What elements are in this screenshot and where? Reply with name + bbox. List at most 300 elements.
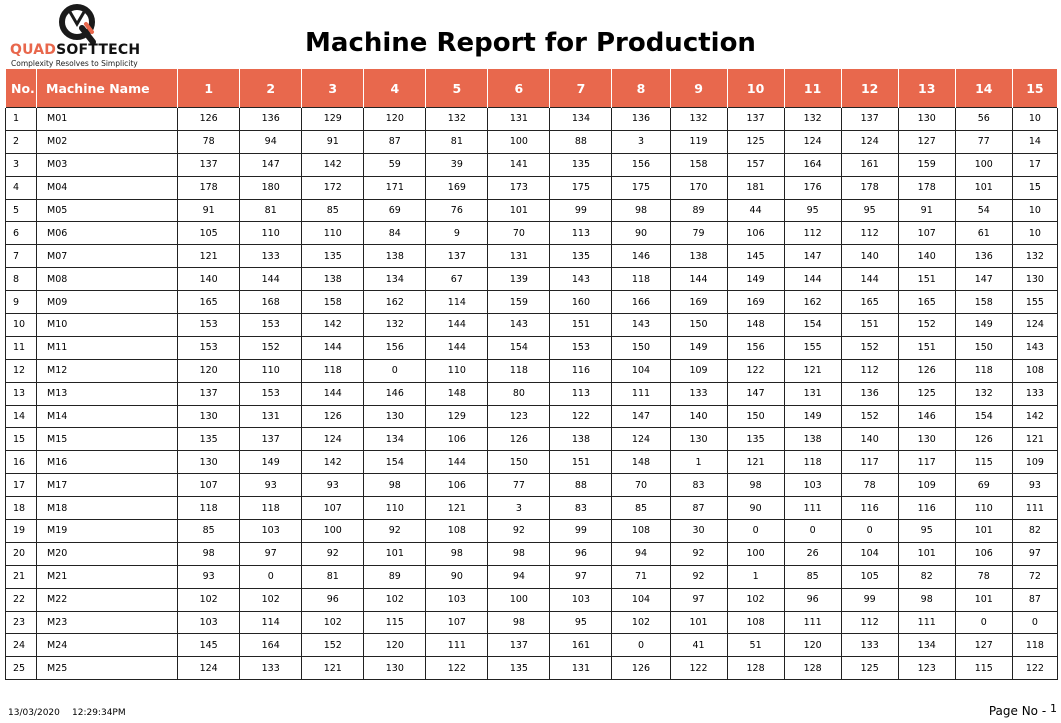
production-value-cell: 151: [898, 336, 955, 359]
table-row: [6, 657, 1058, 680]
row-number-cell: 24: [6, 634, 37, 657]
production-value-cell: 151: [550, 451, 612, 474]
production-value-cell: 135: [550, 245, 612, 268]
production-value-cell: 92: [670, 565, 727, 588]
table-row: [6, 611, 1058, 634]
production-value-cell: 92: [488, 520, 550, 543]
production-value-cell: 100: [727, 542, 784, 565]
production-value-cell: 104: [612, 588, 670, 611]
row-number-cell: 16: [6, 451, 37, 474]
production-value-cell: 101: [955, 520, 1012, 543]
machine-name-cell: M10: [37, 314, 178, 337]
production-value-cell: 111: [612, 382, 670, 405]
production-value-cell: 153: [178, 336, 240, 359]
production-value-cell: 69: [364, 199, 426, 222]
machine-name-cell: M03: [37, 153, 178, 176]
production-value-cell: 124: [178, 657, 240, 680]
production-value-cell: 98: [364, 474, 426, 497]
production-value-cell: 131: [488, 108, 550, 131]
production-value-cell: 123: [488, 405, 550, 428]
production-value-cell: 100: [955, 153, 1012, 176]
machine-name-cell: M21: [37, 565, 178, 588]
production-value-cell: 102: [364, 588, 426, 611]
production-value-cell: 118: [302, 359, 364, 382]
production-value-cell: 156: [612, 153, 670, 176]
report-title: Machine Report for Production: [305, 28, 756, 58]
production-value-cell: 149: [240, 451, 302, 474]
production-value-cell: 124: [1012, 314, 1057, 337]
production-value-cell: 146: [612, 245, 670, 268]
production-value-cell: 152: [302, 634, 364, 657]
production-value-cell: 118: [784, 451, 841, 474]
production-value-cell: 126: [488, 428, 550, 451]
production-value-cell: 148: [727, 314, 784, 337]
production-value-cell: 149: [955, 314, 1012, 337]
machine-name-cell: M07: [37, 245, 178, 268]
production-value-cell: 98: [178, 542, 240, 565]
page-number: Page No - 1: [988, 702, 1057, 718]
column-header-machine-name: Machine Name: [37, 69, 178, 108]
production-value-cell: 152: [841, 405, 898, 428]
production-value-cell: 1: [727, 565, 784, 588]
production-value-cell: 26: [784, 542, 841, 565]
production-value-cell: 115: [364, 611, 426, 634]
production-value-cell: 44: [727, 199, 784, 222]
production-value-cell: 152: [841, 336, 898, 359]
production-value-cell: 131: [550, 657, 612, 680]
production-value-cell: 106: [426, 428, 488, 451]
production-value-cell: 154: [955, 405, 1012, 428]
production-value-cell: 144: [426, 451, 488, 474]
table-row: [6, 199, 1058, 222]
production-value-cell: 98: [898, 588, 955, 611]
production-value-cell: 114: [426, 291, 488, 314]
production-value-cell: 105: [178, 222, 240, 245]
production-value-cell: 140: [841, 245, 898, 268]
production-value-cell: 137: [841, 108, 898, 131]
row-number-cell: 20: [6, 542, 37, 565]
row-number-cell: 12: [6, 359, 37, 382]
production-value-cell: 85: [178, 520, 240, 543]
production-value-cell: 121: [784, 359, 841, 382]
row-number-cell: 9: [6, 291, 37, 314]
production-value-cell: 133: [670, 382, 727, 405]
production-value-cell: 166: [612, 291, 670, 314]
machine-name-cell: M04: [37, 176, 178, 199]
production-value-cell: 87: [364, 130, 426, 153]
row-number-cell: 22: [6, 588, 37, 611]
production-value-cell: 144: [426, 314, 488, 337]
machine-name-cell: M23: [37, 611, 178, 634]
production-value-cell: 80: [488, 382, 550, 405]
production-value-cell: 154: [784, 314, 841, 337]
machine-name-cell: M01: [37, 108, 178, 131]
production-value-cell: 145: [727, 245, 784, 268]
production-value-cell: 99: [550, 199, 612, 222]
production-value-cell: 95: [784, 199, 841, 222]
production-value-cell: 115: [955, 657, 1012, 680]
production-value-cell: 124: [784, 130, 841, 153]
production-value-cell: 133: [841, 634, 898, 657]
production-value-cell: 118: [955, 359, 1012, 382]
production-value-cell: 144: [302, 336, 364, 359]
machine-name-cell: M16: [37, 451, 178, 474]
production-value-cell: 85: [612, 497, 670, 520]
machine-name-cell: M08: [37, 268, 178, 291]
print-time: 12:29:34PM: [72, 708, 126, 718]
production-value-cell: 103: [426, 588, 488, 611]
production-value-cell: 132: [364, 314, 426, 337]
production-value-cell: 135: [488, 657, 550, 680]
machine-name-cell: M02: [37, 130, 178, 153]
production-value-cell: 152: [240, 336, 302, 359]
table-row: [6, 245, 1058, 268]
row-number-cell: 25: [6, 657, 37, 680]
production-value-cell: 107: [426, 611, 488, 634]
production-value-cell: 139: [488, 268, 550, 291]
production-value-cell: 91: [898, 199, 955, 222]
production-value-cell: 102: [612, 611, 670, 634]
production-value-cell: 144: [302, 382, 364, 405]
production-value-cell: 88: [550, 130, 612, 153]
production-value-cell: 121: [1012, 428, 1057, 451]
production-value-cell: 101: [898, 542, 955, 565]
row-number-cell: 11: [6, 336, 37, 359]
brand-name: QUADSOFTTECH: [10, 42, 141, 58]
row-number-cell: 4: [6, 176, 37, 199]
production-value-cell: 113: [550, 222, 612, 245]
production-value-cell: 129: [302, 108, 364, 131]
table-row: [6, 291, 1058, 314]
table-row: [6, 474, 1058, 497]
machine-name-cell: M19: [37, 520, 178, 543]
production-value-cell: 125: [841, 657, 898, 680]
production-value-cell: 111: [1012, 497, 1057, 520]
production-value-cell: 98: [612, 199, 670, 222]
column-header-4: 4: [364, 69, 426, 108]
production-value-cell: 41: [670, 634, 727, 657]
production-value-cell: 97: [1012, 542, 1057, 565]
production-value-cell: 148: [612, 451, 670, 474]
production-value-cell: 154: [364, 451, 426, 474]
production-value-cell: 135: [550, 153, 612, 176]
production-value-cell: 151: [841, 314, 898, 337]
production-value-cell: 142: [302, 314, 364, 337]
row-number-cell: 19: [6, 520, 37, 543]
production-value-cell: 173: [488, 176, 550, 199]
production-value-cell: 10: [1012, 222, 1057, 245]
production-value-cell: 149: [784, 405, 841, 428]
production-value-cell: 130: [670, 428, 727, 451]
table-row: [6, 634, 1058, 657]
production-value-cell: 14: [1012, 130, 1057, 153]
production-value-cell: 101: [670, 611, 727, 634]
table-row: [6, 542, 1058, 565]
row-number-cell: 2: [6, 130, 37, 153]
production-value-cell: 0: [240, 565, 302, 588]
production-value-cell: 9: [426, 222, 488, 245]
table-row: [6, 588, 1058, 611]
machine-name-cell: M17: [37, 474, 178, 497]
production-value-cell: 51: [727, 634, 784, 657]
production-value-cell: 156: [727, 336, 784, 359]
production-value-cell: 144: [426, 336, 488, 359]
production-value-cell: 101: [955, 176, 1012, 199]
production-value-cell: 161: [550, 634, 612, 657]
production-value-cell: 30: [670, 520, 727, 543]
production-value-cell: 0: [364, 359, 426, 382]
production-value-cell: 1: [670, 451, 727, 474]
production-value-cell: 122: [1012, 657, 1057, 680]
production-value-cell: 130: [364, 657, 426, 680]
column-header-6: 6: [488, 69, 550, 108]
production-value-cell: 152: [898, 314, 955, 337]
production-value-cell: 70: [612, 474, 670, 497]
table-row: [6, 222, 1058, 245]
production-value-cell: 99: [841, 588, 898, 611]
production-value-cell: 143: [612, 314, 670, 337]
production-value-cell: 143: [488, 314, 550, 337]
table-row: [6, 336, 1058, 359]
production-value-cell: 72: [1012, 565, 1057, 588]
production-value-cell: 158: [955, 291, 1012, 314]
production-value-cell: 54: [955, 199, 1012, 222]
column-header-2: 2: [240, 69, 302, 108]
production-value-cell: 90: [727, 497, 784, 520]
table-row: [6, 382, 1058, 405]
production-value-cell: 108: [1012, 359, 1057, 382]
production-value-cell: 143: [550, 268, 612, 291]
table-body: [6, 108, 1058, 680]
production-value-cell: 102: [302, 611, 364, 634]
production-value-cell: 107: [178, 474, 240, 497]
row-number-cell: 6: [6, 222, 37, 245]
production-value-cell: 114: [240, 611, 302, 634]
production-value-cell: 94: [488, 565, 550, 588]
production-value-cell: 89: [364, 565, 426, 588]
production-value-cell: 96: [784, 588, 841, 611]
production-value-cell: 112: [841, 222, 898, 245]
production-value-cell: 178: [841, 176, 898, 199]
production-value-cell: 97: [550, 565, 612, 588]
row-number-cell: 7: [6, 245, 37, 268]
production-value-cell: 130: [898, 428, 955, 451]
production-value-cell: 111: [898, 611, 955, 634]
production-value-cell: 107: [898, 222, 955, 245]
production-value-cell: 100: [302, 520, 364, 543]
production-value-cell: 116: [841, 497, 898, 520]
column-header-12: 12: [841, 69, 898, 108]
production-value-cell: 132: [955, 382, 1012, 405]
production-value-cell: 110: [240, 359, 302, 382]
production-value-cell: 169: [727, 291, 784, 314]
production-value-cell: 140: [898, 245, 955, 268]
table-row: [6, 359, 1058, 382]
production-value-cell: 178: [178, 176, 240, 199]
production-value-cell: 96: [550, 542, 612, 565]
production-value-cell: 93: [1012, 474, 1057, 497]
production-value-cell: 10: [1012, 108, 1057, 131]
production-value-cell: 121: [302, 657, 364, 680]
production-value-cell: 17: [1012, 153, 1057, 176]
production-value-cell: 132: [784, 108, 841, 131]
production-value-cell: 164: [784, 153, 841, 176]
production-value-cell: 118: [178, 497, 240, 520]
production-value-cell: 99: [550, 520, 612, 543]
production-value-cell: 126: [612, 657, 670, 680]
production-value-cell: 165: [178, 291, 240, 314]
production-value-cell: 79: [670, 222, 727, 245]
production-value-cell: 102: [240, 588, 302, 611]
table-row: [6, 497, 1058, 520]
production-value-cell: 93: [178, 565, 240, 588]
production-value-cell: 82: [1012, 520, 1057, 543]
production-value-cell: 81: [426, 130, 488, 153]
production-value-cell: 87: [1012, 588, 1057, 611]
row-number-cell: 21: [6, 565, 37, 588]
production-value-cell: 154: [488, 336, 550, 359]
production-value-cell: 111: [426, 634, 488, 657]
production-value-cell: 98: [727, 474, 784, 497]
production-value-cell: 153: [550, 336, 612, 359]
production-value-cell: 137: [488, 634, 550, 657]
production-value-cell: 91: [302, 130, 364, 153]
production-value-cell: 137: [178, 153, 240, 176]
column-header-11: 11: [784, 69, 841, 108]
production-value-cell: 109: [1012, 451, 1057, 474]
production-value-cell: 110: [426, 359, 488, 382]
production-value-cell: 116: [550, 359, 612, 382]
column-header-3: 3: [302, 69, 364, 108]
production-value-cell: 161: [841, 153, 898, 176]
production-value-cell: 112: [841, 611, 898, 634]
production-value-cell: 70: [488, 222, 550, 245]
production-value-cell: 97: [240, 542, 302, 565]
production-value-cell: 151: [898, 268, 955, 291]
production-value-cell: 137: [178, 382, 240, 405]
production-value-cell: 150: [488, 451, 550, 474]
production-value-cell: 159: [898, 153, 955, 176]
production-value-cell: 146: [898, 405, 955, 428]
production-value-cell: 129: [426, 405, 488, 428]
production-value-cell: 132: [426, 108, 488, 131]
production-value-cell: 147: [240, 153, 302, 176]
production-value-cell: 83: [670, 474, 727, 497]
production-value-cell: 131: [784, 382, 841, 405]
production-value-cell: 147: [612, 405, 670, 428]
production-value-cell: 118: [240, 497, 302, 520]
production-value-cell: 137: [240, 428, 302, 451]
column-header-5: 5: [426, 69, 488, 108]
production-value-cell: 101: [955, 588, 1012, 611]
production-value-cell: 138: [784, 428, 841, 451]
production-value-cell: 160: [550, 291, 612, 314]
machine-name-cell: M13: [37, 382, 178, 405]
production-value-cell: 132: [670, 108, 727, 131]
production-table: [5, 69, 1058, 680]
row-number-cell: 3: [6, 153, 37, 176]
table-row: [6, 405, 1058, 428]
production-value-cell: 78: [955, 565, 1012, 588]
production-value-cell: 138: [670, 245, 727, 268]
production-value-cell: 77: [488, 474, 550, 497]
production-value-cell: 111: [784, 497, 841, 520]
production-value-cell: 116: [898, 497, 955, 520]
production-value-cell: 147: [727, 382, 784, 405]
production-value-cell: 109: [898, 474, 955, 497]
production-value-cell: 98: [426, 542, 488, 565]
production-value-cell: 110: [955, 497, 1012, 520]
production-value-cell: 39: [426, 153, 488, 176]
production-value-cell: 90: [426, 565, 488, 588]
production-value-cell: 150: [727, 405, 784, 428]
row-number-cell: 10: [6, 314, 37, 337]
production-value-cell: 0: [784, 520, 841, 543]
production-value-cell: 84: [364, 222, 426, 245]
production-value-cell: 130: [898, 108, 955, 131]
production-value-cell: 15: [1012, 176, 1057, 199]
production-value-cell: 118: [488, 359, 550, 382]
production-value-cell: 128: [727, 657, 784, 680]
production-value-cell: 88: [550, 474, 612, 497]
production-value-cell: 0: [841, 520, 898, 543]
machine-name-cell: M11: [37, 336, 178, 359]
column-header-13: 13: [898, 69, 955, 108]
production-value-cell: 103: [178, 611, 240, 634]
production-value-cell: 142: [302, 153, 364, 176]
table-row: [6, 176, 1058, 199]
production-value-cell: 172: [302, 176, 364, 199]
production-value-cell: 124: [841, 130, 898, 153]
production-value-cell: 101: [364, 542, 426, 565]
production-value-cell: 132: [1012, 245, 1057, 268]
production-value-cell: 175: [612, 176, 670, 199]
production-value-cell: 126: [302, 405, 364, 428]
production-value-cell: 171: [364, 176, 426, 199]
production-value-cell: 103: [784, 474, 841, 497]
production-value-cell: 136: [955, 245, 1012, 268]
production-value-cell: 134: [550, 108, 612, 131]
production-value-cell: 91: [178, 199, 240, 222]
brand-tagline: Complexity Resolves to Simplicity: [11, 59, 138, 68]
production-value-cell: 90: [612, 222, 670, 245]
production-value-cell: 151: [550, 314, 612, 337]
production-value-cell: 169: [670, 291, 727, 314]
production-value-cell: 150: [955, 336, 1012, 359]
production-value-cell: 71: [612, 565, 670, 588]
production-value-cell: 180: [240, 176, 302, 199]
production-value-cell: 170: [670, 176, 727, 199]
table-row: [6, 520, 1058, 543]
production-value-cell: 164: [240, 634, 302, 657]
production-value-cell: 145: [178, 634, 240, 657]
machine-name-cell: M24: [37, 634, 178, 657]
production-value-cell: 122: [670, 657, 727, 680]
production-value-cell: 147: [955, 268, 1012, 291]
table-row: [6, 108, 1058, 131]
production-value-cell: 131: [488, 245, 550, 268]
production-value-cell: 131: [240, 405, 302, 428]
production-value-cell: 127: [898, 130, 955, 153]
production-value-cell: 0: [612, 634, 670, 657]
production-value-cell: 157: [727, 153, 784, 176]
production-value-cell: 108: [612, 520, 670, 543]
production-value-cell: 120: [178, 359, 240, 382]
production-value-cell: 153: [240, 382, 302, 405]
production-value-cell: 142: [1012, 405, 1057, 428]
production-value-cell: 3: [612, 130, 670, 153]
column-header-9: 9: [670, 69, 727, 108]
